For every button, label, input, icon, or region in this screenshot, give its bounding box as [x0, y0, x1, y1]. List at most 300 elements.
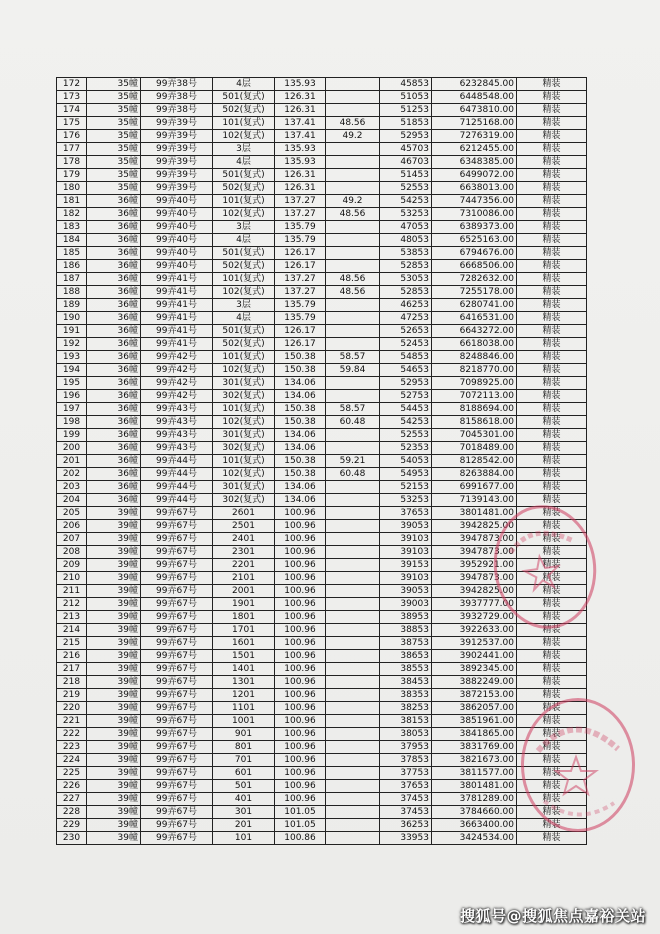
row-number-cell: 178	[57, 156, 87, 169]
table-row	[57, 208, 587, 221]
room-number-cell: 101(复式)	[213, 351, 275, 364]
row-number-cell: 229	[57, 819, 87, 832]
building-cell: 36幢	[87, 494, 141, 507]
extra-area-cell	[326, 650, 380, 663]
address-cell: 99弄40号	[141, 195, 213, 208]
unit-price-cell: 37653	[380, 507, 432, 520]
table-row	[57, 533, 587, 546]
unit-price-cell: 38453	[380, 676, 432, 689]
decoration-status-cell: 精装	[517, 468, 587, 481]
building-cell: 39幢	[87, 832, 141, 845]
unit-price-cell: 36253	[380, 819, 432, 832]
unit-price-cell: 54253	[380, 195, 432, 208]
floor-area-cell: 100.96	[275, 741, 326, 754]
total-price-cell: 6473810.00	[432, 104, 517, 117]
decoration-status-cell: 精装	[517, 234, 587, 247]
building-cell: 36幢	[87, 468, 141, 481]
table-row	[57, 260, 587, 273]
address-cell: 99弄40号	[141, 247, 213, 260]
floor-area-cell: 137.27	[275, 195, 326, 208]
row-number-cell: 204	[57, 494, 87, 507]
address-cell: 99弄42号	[141, 364, 213, 377]
table-row	[57, 182, 587, 195]
room-number-cell: 1901	[213, 598, 275, 611]
decoration-status-cell: 精装	[517, 780, 587, 793]
total-price-cell: 7255178.00	[432, 286, 517, 299]
total-price-cell: 6232845.00	[432, 78, 517, 91]
row-number-cell: 174	[57, 104, 87, 117]
total-price-cell: 3922633.00	[432, 624, 517, 637]
unit-price-cell: 52953	[380, 130, 432, 143]
room-number-cell: 301(复式)	[213, 429, 275, 442]
extra-area-cell	[326, 689, 380, 702]
unit-price-cell: 39003	[380, 598, 432, 611]
address-cell: 99弄67号	[141, 780, 213, 793]
total-price-cell: 7018489.00	[432, 442, 517, 455]
total-price-cell: 3781289.00	[432, 793, 517, 806]
extra-area-cell	[326, 91, 380, 104]
total-price-cell: 3932729.00	[432, 611, 517, 624]
room-number-cell: 701	[213, 754, 275, 767]
floor-area-cell: 126.17	[275, 247, 326, 260]
extra-area-cell	[326, 663, 380, 676]
total-price-cell: 3942825.00	[432, 585, 517, 598]
building-cell: 39幢	[87, 611, 141, 624]
table-row	[57, 273, 587, 286]
unit-price-cell: 52153	[380, 481, 432, 494]
unit-price-cell: 51453	[380, 169, 432, 182]
total-price-cell: 3942825.00	[432, 520, 517, 533]
extra-area-cell: 48.56	[326, 208, 380, 221]
row-number-cell: 211	[57, 585, 87, 598]
room-number-cell: 502(复式)	[213, 104, 275, 117]
address-cell: 99弄67号	[141, 728, 213, 741]
building-cell: 39幢	[87, 793, 141, 806]
decoration-status-cell: 精装	[517, 611, 587, 624]
building-cell: 36幢	[87, 299, 141, 312]
building-cell: 35幢	[87, 143, 141, 156]
total-price-cell: 8218770.00	[432, 364, 517, 377]
decoration-status-cell: 精装	[517, 689, 587, 702]
building-cell: 39幢	[87, 715, 141, 728]
total-price-cell: 6280741.00	[432, 299, 517, 312]
row-number-cell: 227	[57, 793, 87, 806]
decoration-status-cell: 精装	[517, 91, 587, 104]
unit-price-cell: 47253	[380, 312, 432, 325]
floor-area-cell: 100.96	[275, 598, 326, 611]
row-number-cell: 187	[57, 273, 87, 286]
extra-area-cell	[326, 520, 380, 533]
address-cell: 99弄42号	[141, 377, 213, 390]
table-row	[57, 169, 587, 182]
decoration-status-cell: 精装	[517, 104, 587, 117]
floor-area-cell: 100.96	[275, 663, 326, 676]
extra-area-cell	[326, 793, 380, 806]
floor-area-cell: 100.96	[275, 585, 326, 598]
room-number-cell: 3层	[213, 299, 275, 312]
extra-area-cell	[326, 104, 380, 117]
address-cell: 99弄67号	[141, 663, 213, 676]
table-row	[57, 832, 587, 845]
building-cell: 36幢	[87, 351, 141, 364]
table-row	[57, 247, 587, 260]
unit-price-cell: 53853	[380, 247, 432, 260]
unit-price-cell: 38953	[380, 611, 432, 624]
unit-price-cell: 37453	[380, 793, 432, 806]
building-cell: 35幢	[87, 182, 141, 195]
room-number-cell: 102(复式)	[213, 364, 275, 377]
decoration-status-cell: 精装	[517, 585, 587, 598]
decoration-status-cell: 精装	[517, 325, 587, 338]
building-cell: 36幢	[87, 247, 141, 260]
table-row	[57, 689, 587, 702]
building-cell: 36幢	[87, 377, 141, 390]
unit-price-cell: 39103	[380, 546, 432, 559]
decoration-status-cell: 精装	[517, 273, 587, 286]
address-cell: 99弄43号	[141, 416, 213, 429]
address-cell: 99弄40号	[141, 234, 213, 247]
unit-price-cell: 53253	[380, 494, 432, 507]
address-cell: 99弄67号	[141, 520, 213, 533]
row-number-cell: 185	[57, 247, 87, 260]
decoration-status-cell: 精装	[517, 637, 587, 650]
building-cell: 39幢	[87, 572, 141, 585]
room-number-cell: 2301	[213, 546, 275, 559]
total-price-cell: 8188694.00	[432, 403, 517, 416]
row-number-cell: 199	[57, 429, 87, 442]
address-cell: 99弄67号	[141, 676, 213, 689]
floor-area-cell: 135.93	[275, 143, 326, 156]
unit-price-cell: 39053	[380, 520, 432, 533]
row-number-cell: 223	[57, 741, 87, 754]
address-cell: 99弄42号	[141, 351, 213, 364]
total-price-cell: 6499072.00	[432, 169, 517, 182]
unit-price-cell: 53253	[380, 208, 432, 221]
table-row	[57, 806, 587, 819]
unit-price-cell: 51053	[380, 91, 432, 104]
row-number-cell: 177	[57, 143, 87, 156]
room-number-cell: 101(复式)	[213, 195, 275, 208]
floor-area-cell: 137.27	[275, 208, 326, 221]
row-number-cell: 210	[57, 572, 87, 585]
row-number-cell: 220	[57, 702, 87, 715]
row-number-cell: 212	[57, 598, 87, 611]
table-row	[57, 338, 587, 351]
extra-area-cell	[326, 598, 380, 611]
extra-area-cell	[326, 533, 380, 546]
row-number-cell: 230	[57, 832, 87, 845]
table-row	[57, 221, 587, 234]
extra-area-cell	[326, 182, 380, 195]
room-number-cell: 101(复式)	[213, 117, 275, 130]
floor-area-cell: 100.96	[275, 546, 326, 559]
total-price-cell: 3947873.00	[432, 546, 517, 559]
total-price-cell: 3841865.00	[432, 728, 517, 741]
extra-area-cell	[326, 377, 380, 390]
total-price-cell: 3663400.00	[432, 819, 517, 832]
room-number-cell: 101(复式)	[213, 273, 275, 286]
floor-area-cell: 100.96	[275, 650, 326, 663]
decoration-status-cell: 精装	[517, 364, 587, 377]
row-number-cell: 226	[57, 780, 87, 793]
room-number-cell: 3层	[213, 143, 275, 156]
building-cell: 36幢	[87, 455, 141, 468]
building-cell: 39幢	[87, 637, 141, 650]
decoration-status-cell: 精装	[517, 442, 587, 455]
room-number-cell: 502(复式)	[213, 260, 275, 273]
total-price-cell: 7139143.00	[432, 494, 517, 507]
unit-price-cell: 39103	[380, 572, 432, 585]
extra-area-cell: 48.56	[326, 273, 380, 286]
floor-area-cell: 100.96	[275, 767, 326, 780]
row-number-cell: 194	[57, 364, 87, 377]
table-row	[57, 663, 587, 676]
extra-area-cell	[326, 754, 380, 767]
unit-price-cell: 52353	[380, 442, 432, 455]
decoration-status-cell: 精装	[517, 494, 587, 507]
table-row	[57, 78, 587, 91]
extra-area-cell	[326, 390, 380, 403]
decoration-status-cell: 精装	[517, 520, 587, 533]
room-number-cell: 1101	[213, 702, 275, 715]
total-price-cell: 7098925.00	[432, 377, 517, 390]
floor-area-cell: 100.96	[275, 637, 326, 650]
unit-price-cell: 52853	[380, 260, 432, 273]
extra-area-cell	[326, 247, 380, 260]
address-cell: 99弄67号	[141, 650, 213, 663]
unit-price-cell: 37953	[380, 741, 432, 754]
row-number-cell: 207	[57, 533, 87, 546]
decoration-status-cell: 精装	[517, 754, 587, 767]
table-row	[57, 325, 587, 338]
total-price-cell: 3821673.00	[432, 754, 517, 767]
building-cell: 36幢	[87, 312, 141, 325]
decoration-status-cell: 精装	[517, 676, 587, 689]
total-price-cell: 7072113.00	[432, 390, 517, 403]
building-cell: 39幢	[87, 598, 141, 611]
decoration-status-cell: 精装	[517, 715, 587, 728]
floor-area-cell: 101.05	[275, 806, 326, 819]
decoration-status-cell: 精装	[517, 208, 587, 221]
decoration-status-cell: 精装	[517, 416, 587, 429]
total-price-cell: 8263884.00	[432, 468, 517, 481]
table-row	[57, 299, 587, 312]
table-row	[57, 572, 587, 585]
extra-area-cell: 60.48	[326, 468, 380, 481]
unit-price-cell: 37653	[380, 780, 432, 793]
address-cell: 99弄41号	[141, 299, 213, 312]
table-row	[57, 403, 587, 416]
unit-price-cell: 54953	[380, 468, 432, 481]
total-price-cell: 6389373.00	[432, 221, 517, 234]
total-price-cell: 3801481.00	[432, 507, 517, 520]
room-number-cell: 502(复式)	[213, 182, 275, 195]
row-number-cell: 222	[57, 728, 87, 741]
extra-area-cell	[326, 572, 380, 585]
decoration-status-cell: 精装	[517, 117, 587, 130]
address-cell: 99弄40号	[141, 260, 213, 273]
total-price-cell: 3784660.00	[432, 806, 517, 819]
floor-area-cell: 100.96	[275, 780, 326, 793]
row-number-cell: 209	[57, 559, 87, 572]
room-number-cell: 601	[213, 767, 275, 780]
floor-area-cell: 150.38	[275, 455, 326, 468]
row-number-cell: 172	[57, 78, 87, 91]
unit-price-cell: 45853	[380, 78, 432, 91]
room-number-cell: 201	[213, 819, 275, 832]
building-cell: 39幢	[87, 663, 141, 676]
decoration-status-cell: 精装	[517, 650, 587, 663]
floor-area-cell: 137.41	[275, 117, 326, 130]
decoration-status-cell: 精装	[517, 390, 587, 403]
unit-price-cell: 46253	[380, 299, 432, 312]
extra-area-cell	[326, 832, 380, 845]
row-number-cell: 206	[57, 520, 87, 533]
unit-price-cell: 54253	[380, 416, 432, 429]
table-row	[57, 91, 587, 104]
extra-area-cell: 49.2	[326, 195, 380, 208]
watermark-text: 搜狐号@搜狐焦点嘉裕关站	[459, 907, 646, 925]
row-number-cell: 200	[57, 442, 87, 455]
room-number-cell: 4层	[213, 78, 275, 91]
address-cell: 99弄38号	[141, 91, 213, 104]
address-cell: 99弄67号	[141, 598, 213, 611]
building-cell: 36幢	[87, 390, 141, 403]
extra-area-cell	[326, 741, 380, 754]
row-number-cell: 190	[57, 312, 87, 325]
room-number-cell: 101(复式)	[213, 455, 275, 468]
address-cell: 99弄44号	[141, 455, 213, 468]
unit-price-cell: 37753	[380, 767, 432, 780]
total-price-cell: 8158618.00	[432, 416, 517, 429]
unit-price-cell: 37453	[380, 806, 432, 819]
table-row	[57, 715, 587, 728]
room-number-cell: 901	[213, 728, 275, 741]
unit-price-cell: 37853	[380, 754, 432, 767]
address-cell: 99弄39号	[141, 169, 213, 182]
table-row	[57, 520, 587, 533]
extra-area-cell	[326, 221, 380, 234]
unit-price-cell: 38653	[380, 650, 432, 663]
room-number-cell: 1001	[213, 715, 275, 728]
total-price-cell: 6668506.00	[432, 260, 517, 273]
building-cell: 36幢	[87, 221, 141, 234]
address-cell: 99弄67号	[141, 689, 213, 702]
extra-area-cell	[326, 156, 380, 169]
address-cell: 99弄41号	[141, 325, 213, 338]
table-row	[57, 455, 587, 468]
unit-price-cell: 38853	[380, 624, 432, 637]
floor-area-cell: 135.79	[275, 234, 326, 247]
total-price-cell: 3947873.00	[432, 572, 517, 585]
floor-area-cell: 100.96	[275, 533, 326, 546]
floor-area-cell: 150.38	[275, 351, 326, 364]
room-number-cell: 1201	[213, 689, 275, 702]
decoration-status-cell: 精装	[517, 351, 587, 364]
address-cell: 99弄44号	[141, 468, 213, 481]
total-price-cell: 6525163.00	[432, 234, 517, 247]
address-cell: 99弄67号	[141, 546, 213, 559]
address-cell: 99弄41号	[141, 273, 213, 286]
table-row	[57, 611, 587, 624]
room-number-cell: 102(复式)	[213, 416, 275, 429]
unit-price-cell: 38253	[380, 702, 432, 715]
total-price-cell: 6212455.00	[432, 143, 517, 156]
unit-price-cell: 38553	[380, 663, 432, 676]
extra-area-cell	[326, 143, 380, 156]
row-number-cell: 195	[57, 377, 87, 390]
floor-area-cell: 137.27	[275, 273, 326, 286]
extra-area-cell: 58.57	[326, 403, 380, 416]
extra-area-cell	[326, 234, 380, 247]
building-cell: 39幢	[87, 689, 141, 702]
table-row	[57, 546, 587, 559]
unit-price-cell: 39103	[380, 533, 432, 546]
decoration-status-cell: 精装	[517, 312, 587, 325]
building-cell: 36幢	[87, 208, 141, 221]
decoration-status-cell: 精装	[517, 260, 587, 273]
address-cell: 99弄38号	[141, 104, 213, 117]
address-cell: 99弄43号	[141, 403, 213, 416]
unit-price-cell: 51853	[380, 117, 432, 130]
decoration-status-cell: 精装	[517, 481, 587, 494]
decoration-status-cell: 精装	[517, 546, 587, 559]
table-row	[57, 559, 587, 572]
total-price-cell: 3882249.00	[432, 676, 517, 689]
floor-area-cell: 134.06	[275, 494, 326, 507]
address-cell: 99弄67号	[141, 533, 213, 546]
row-number-cell: 197	[57, 403, 87, 416]
address-cell: 99弄44号	[141, 481, 213, 494]
extra-area-cell: 48.56	[326, 286, 380, 299]
row-number-cell: 202	[57, 468, 87, 481]
total-price-cell: 3424534.00	[432, 832, 517, 845]
building-cell: 36幢	[87, 403, 141, 416]
address-cell: 99弄67号	[141, 611, 213, 624]
row-number-cell: 228	[57, 806, 87, 819]
extra-area-cell	[326, 780, 380, 793]
extra-area-cell	[326, 260, 380, 273]
decoration-status-cell: 精装	[517, 663, 587, 676]
row-number-cell: 198	[57, 416, 87, 429]
floor-area-cell: 126.17	[275, 260, 326, 273]
building-cell: 36幢	[87, 260, 141, 273]
row-number-cell: 192	[57, 338, 87, 351]
table-row	[57, 468, 587, 481]
floor-area-cell: 100.96	[275, 793, 326, 806]
extra-area-cell	[326, 429, 380, 442]
table-row	[57, 637, 587, 650]
extra-area-cell	[326, 442, 380, 455]
row-number-cell: 215	[57, 637, 87, 650]
total-price-cell: 6643272.00	[432, 325, 517, 338]
total-price-cell: 7310086.00	[432, 208, 517, 221]
room-number-cell: 501(复式)	[213, 169, 275, 182]
floor-area-cell: 135.93	[275, 78, 326, 91]
extra-area-cell: 59.21	[326, 455, 380, 468]
floor-area-cell: 100.96	[275, 611, 326, 624]
table-row	[57, 104, 587, 117]
building-cell: 39幢	[87, 780, 141, 793]
extra-area-cell	[326, 637, 380, 650]
row-number-cell: 191	[57, 325, 87, 338]
floor-area-cell: 100.96	[275, 559, 326, 572]
decoration-status-cell: 精装	[517, 338, 587, 351]
table-row	[57, 598, 587, 611]
building-cell: 36幢	[87, 273, 141, 286]
decoration-status-cell: 精装	[517, 429, 587, 442]
row-number-cell: 218	[57, 676, 87, 689]
